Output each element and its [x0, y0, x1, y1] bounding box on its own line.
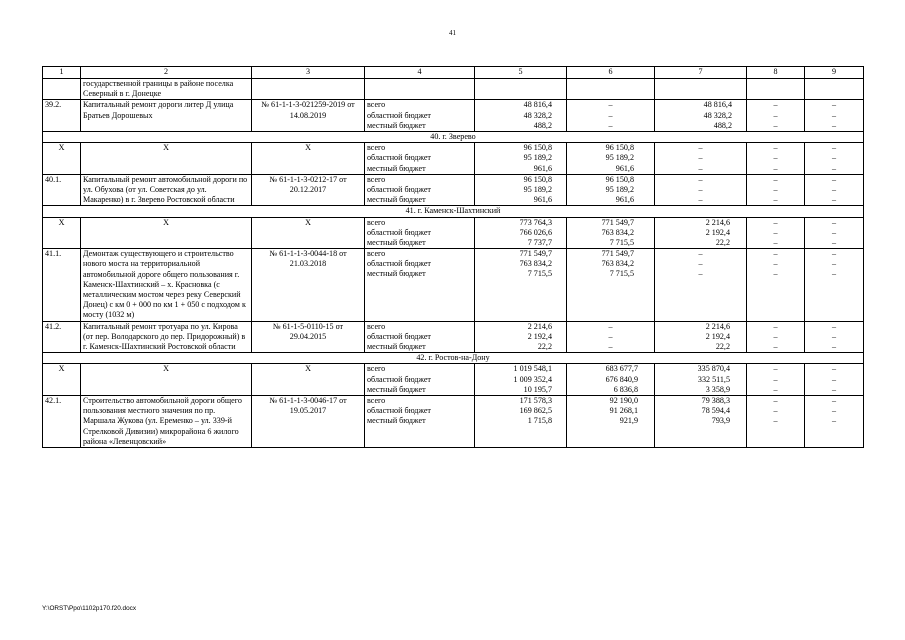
object-name: Х [81, 217, 252, 249]
object-name: Демонтаж существующего и строительство нового моста на территориальной автомобильной дороге общего пользования г. Каменск-Шахтинский – х. Красновка (с металлическим мостом через реку Северский Донец) с км 0 + 000 по км 1 + 050 с подходом к мосту (1032 м) [81, 249, 252, 321]
document-ref: № 61-1-1-3-0046-17 от 19.05.2017 [252, 395, 365, 447]
value-cell: – – – [805, 249, 864, 321]
row-number: Х [43, 217, 81, 249]
table-row [43, 395, 864, 447]
value-cell: 1 019 548,1 1 009 352,4 10 195,7 [475, 364, 567, 396]
document-ref: Х [252, 143, 365, 175]
document-ref: № 61-1-1-3-021259-2019 от 14.08.2019 [252, 100, 365, 132]
value-cell: – – – [805, 174, 864, 206]
table-row [43, 249, 864, 321]
file-path-footer: Y:\ORST\Ppo\1102p170.f20.docx [42, 605, 137, 612]
value-cell: 96 150,8 95 189,2 961,6 [567, 174, 655, 206]
value-cell: – – – [655, 249, 747, 321]
budget-type: всего областной бюджет местный бюджет [365, 249, 475, 321]
header-cell: 1 [43, 67, 81, 79]
budget-type: всего областной бюджет местный бюджет [365, 321, 475, 353]
header-cell: 7 [655, 67, 747, 79]
budget-type: всего областной бюджет местный бюджет [365, 100, 475, 132]
table-row [43, 174, 864, 206]
row-number [43, 79, 81, 100]
value-cell: – – – [805, 100, 864, 132]
budget-type: всего областной бюджет местный бюджет [365, 174, 475, 206]
value-cell: 171 578,3 169 862,5 1 715,8 [475, 395, 567, 447]
row-number: Х [43, 364, 81, 396]
value-cell: – – – [655, 174, 747, 206]
value-cell: – – – [567, 321, 655, 353]
value-cell: – – – [747, 100, 805, 132]
value-cell: 2 214,6 2 192,4 22,2 [475, 321, 567, 353]
value-cell: – – – [655, 143, 747, 175]
table-row [43, 100, 864, 132]
table-row [43, 364, 864, 396]
value-cell: – – – [567, 100, 655, 132]
section-title-row [43, 131, 864, 142]
value-cell: 96 150,8 95 189,2 961,6 [475, 143, 567, 175]
budget-type: всего областной бюджет местный бюджет [365, 217, 475, 249]
table-row [43, 79, 864, 100]
table-row [43, 143, 864, 175]
value-cell: – – – [805, 364, 864, 396]
header-cell: 6 [567, 67, 655, 79]
value-cell: – – – [747, 143, 805, 175]
value-cell: 48 816,4 48 328,2 488,2 [655, 100, 747, 132]
header-cell: 8 [747, 67, 805, 79]
row-number: 42.1. [43, 395, 81, 447]
document-ref: Х [252, 364, 365, 396]
document-ref: Х [252, 217, 365, 249]
value-cell: – – – [805, 321, 864, 353]
value-cell: 96 150,8 95 189,2 961,6 [475, 174, 567, 206]
value-cell: 96 150,8 95 189,2 961,6 [567, 143, 655, 175]
budget-type [365, 79, 475, 100]
value-cell: – – – [805, 217, 864, 249]
row-number: Х [43, 143, 81, 175]
value-cell: 773 764,3 766 026,6 7 737,7 [475, 217, 567, 249]
value-cell [567, 79, 655, 100]
value-cell: – – – [805, 395, 864, 447]
header-row [43, 67, 864, 79]
value-cell: – – – [805, 143, 864, 175]
header-cell: 9 [805, 67, 864, 79]
object-name: Капитальный ремонт автомобильной дороги по ул. Обухова (от ул. Советская до ул. Макаренко) в г. Зверево Ростовской области [81, 174, 252, 206]
object-name: Х [81, 364, 252, 396]
value-cell: – – – [747, 395, 805, 447]
value-cell: 2 214,6 2 192,4 22,2 [655, 321, 747, 353]
value-cell: – – – [747, 249, 805, 321]
value-cell [747, 79, 805, 100]
value-cell: 683 677,7 676 840,9 6 836,8 [567, 364, 655, 396]
section-title: 40. г. Зверево [43, 131, 864, 142]
row-number: 41.1. [43, 249, 81, 321]
section-title: 41. г. Каменск-Шахтинский [43, 206, 864, 217]
value-cell: 79 388,3 78 594,4 793,9 [655, 395, 747, 447]
value-cell: – – – [747, 174, 805, 206]
document-ref: № 61-1-1-3-0212-17 от 20.12.2017 [252, 174, 365, 206]
value-cell [805, 79, 864, 100]
page-number: 41 [449, 29, 456, 37]
value-cell: 771 549,7 763 834,2 7 715,5 [567, 249, 655, 321]
object-name: государственной границы в районе поселка Северный в г. Донецке [81, 79, 252, 100]
value-cell: 771 549,7 763 834,2 7 715,5 [475, 249, 567, 321]
document-ref [252, 79, 365, 100]
document-ref: № 61-1-1-3-0044-18 от 21.03.2018 [252, 249, 365, 321]
header-cell: 5 [475, 67, 567, 79]
value-cell: 92 190,0 91 268,1 921,9 [567, 395, 655, 447]
table-row [43, 321, 864, 353]
header-cell: 2 [81, 67, 252, 79]
value-cell: 771 549,7 763 834,2 7 715,5 [567, 217, 655, 249]
header-cell: 3 [252, 67, 365, 79]
value-cell: 2 214,6 2 192,4 22,2 [655, 217, 747, 249]
object-name: Капитальный ремонт тротуара по ул. Кирова (от пер. Володарского до пер. Придорожный) в г. Каменск-Шахтинский Ростовской области [81, 321, 252, 353]
header-cell: 4 [365, 67, 475, 79]
value-cell: 48 816,4 48 328,2 488,2 [475, 100, 567, 132]
section-title: 42. г. Ростов-на-Дону [43, 353, 864, 364]
row-number: 39.2. [43, 100, 81, 132]
object-name: Капитальный ремонт дороги литер Д улица Братьев Дорошевых [81, 100, 252, 132]
table-row [43, 217, 864, 249]
value-cell: – – – [747, 321, 805, 353]
value-cell: – – – [747, 217, 805, 249]
budget-type: всего областной бюджет местный бюджет [365, 395, 475, 447]
value-cell [655, 79, 747, 100]
document-ref: № 61-1-5-0110-15 от 29.04.2015 [252, 321, 365, 353]
budget-type: всего областной бюджет местный бюджет [365, 143, 475, 175]
object-name: Строительство автомобильной дороги общего пользования местного значения по пр. Маршала Жукова (ул. Еременко – ул. 339-й Стрелковой Дивизии) микрорайона 6 жилого района «Левенцовский» [81, 395, 252, 447]
section-title-row [43, 353, 864, 364]
budget-table [42, 66, 864, 448]
object-name: Х [81, 143, 252, 175]
section-title-row [43, 206, 864, 217]
value-cell: – – – [747, 364, 805, 396]
row-number: 41.2. [43, 321, 81, 353]
budget-type: всего областной бюджет местный бюджет [365, 364, 475, 396]
value-cell [475, 79, 567, 100]
row-number: 40.1. [43, 174, 81, 206]
value-cell: 335 870,4 332 511,5 3 358,9 [655, 364, 747, 396]
